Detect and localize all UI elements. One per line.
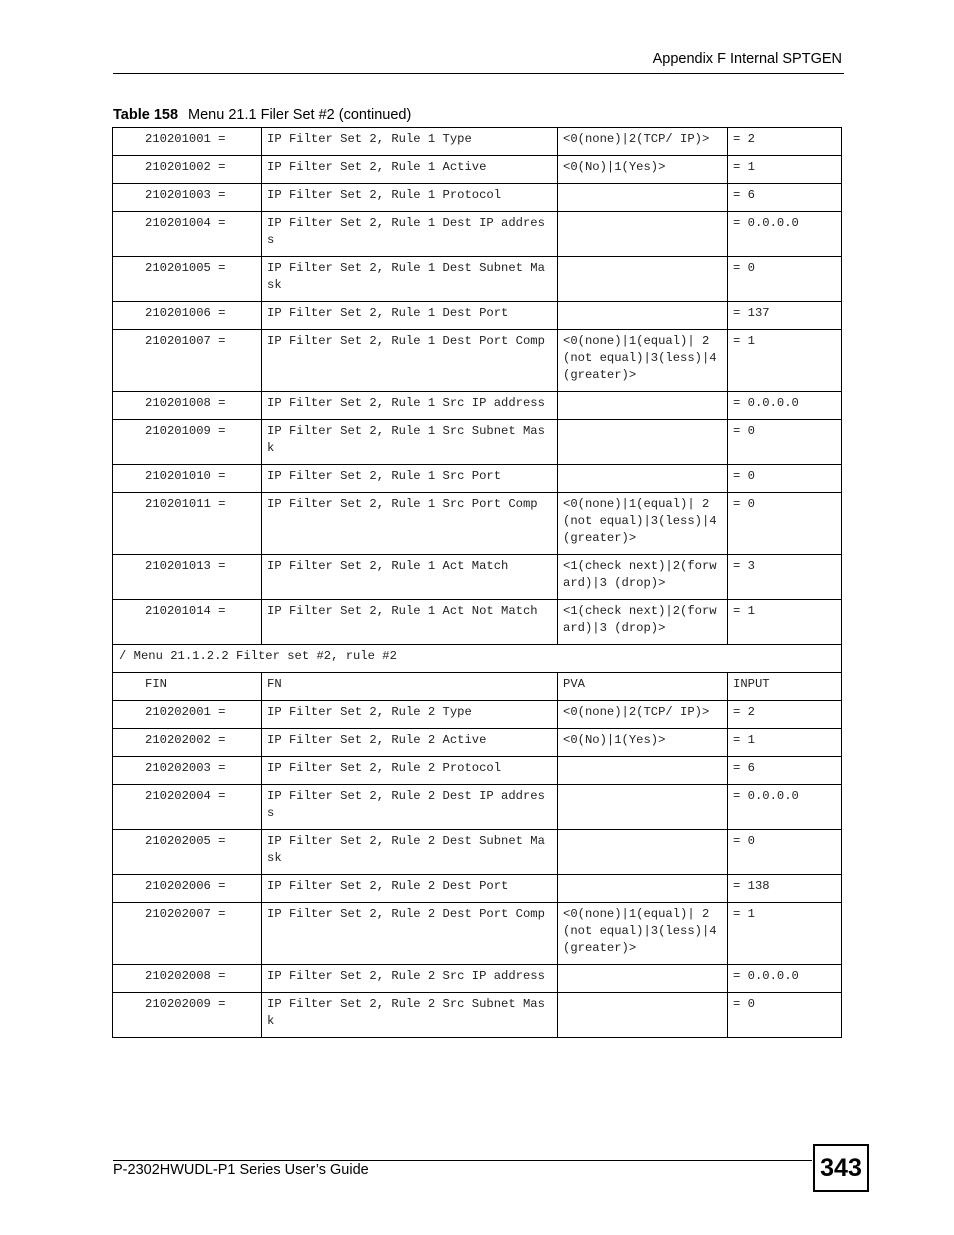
pva-cell [558,257,728,302]
input-cell: = 2 [728,128,842,156]
pva-cell [558,785,728,830]
table-caption [113,107,411,123]
input-cell: = 1 [728,729,842,757]
fin-cell: 210201011 = [113,493,262,555]
running-header: Appendix F Internal SPTGEN [652,51,842,67]
input-cell: = 0 [728,465,842,493]
input-cell: = 0 [728,493,842,555]
table-row [113,600,842,645]
fn-cell: IP Filter Set 2, Rule 2 Protocol [262,757,558,785]
table-caption-label: Table 158 [113,107,179,123]
fin-cell: 210201007 = [113,330,262,392]
fn-cell: IP Filter Set 2, Rule 1 Act Not Match [262,600,558,645]
input-cell: = 138 [728,875,842,903]
fn-cell: IP Filter Set 2, Rule 2 Src Subnet Mask [262,993,558,1038]
input-cell: = 0.0.0.0 [728,392,842,420]
fn-cell: IP Filter Set 2, Rule 1 Dest Port Comp [262,330,558,392]
pva-cell [558,392,728,420]
input-cell: = 0.0.0.0 [728,965,842,993]
pva-cell [558,465,728,493]
input-cell: = 6 [728,757,842,785]
fin-cell: 210201002 = [113,156,262,184]
pva-cell [558,420,728,465]
input-cell: = 2 [728,701,842,729]
input-cell: = 0 [728,257,842,302]
fin-cell: FIN [113,673,262,701]
fn-cell: FN [262,673,558,701]
fn-cell: IP Filter Set 2, Rule 2 Type [262,701,558,729]
input-cell: = 0 [728,830,842,875]
input-cell: = 1 [728,600,842,645]
table-row [113,184,842,212]
guide-title: P-2302HWUDL-P1 Series User’s Guide [113,1162,369,1178]
table-row [113,212,842,257]
fin-cell: 210201010 = [113,465,262,493]
pva-cell [558,757,728,785]
pva-cell [558,302,728,330]
pva-cell: <1(check next)|2(forward)|3 (drop)> [558,600,728,645]
fn-cell: IP Filter Set 2, Rule 1 Src IP address [262,392,558,420]
table-row [113,330,842,392]
fin-cell: 210202005 = [113,830,262,875]
input-cell: = 0 [728,993,842,1038]
table-row [113,993,842,1038]
fin-cell: 210202007 = [113,903,262,965]
table-row [113,555,842,600]
fin-cell: 210201008 = [113,392,262,420]
fin-cell: 210201006 = [113,302,262,330]
pva-cell: <0(none)|1(equal)| 2(not equal)|3(less)|4(greater)> [558,493,728,555]
table-row [113,493,842,555]
fn-cell: IP Filter Set 2, Rule 1 Protocol [262,184,558,212]
pva-cell [558,830,728,875]
fin-cell: 210201009 = [113,420,262,465]
parameter-table [112,127,842,1038]
pva-cell: PVA [558,673,728,701]
table-row [113,465,842,493]
input-cell: = 0 [728,420,842,465]
fin-cell: 210202009 = [113,993,262,1038]
fin-cell: 210201013 = [113,555,262,600]
pva-cell: <0(none)|2(TCP/ IP)> [558,128,728,156]
page-number: 343 [813,1144,869,1192]
section-label: / Menu 21.1.2.2 Filter set #2, rule #2 [113,645,842,673]
pva-cell: <0(No)|1(Yes)> [558,729,728,757]
fin-cell: 210202001 = [113,701,262,729]
table-caption-text: Menu 21.1 Filer Set #2 (continued) [188,107,412,123]
fn-cell: IP Filter Set 2, Rule 1 Active [262,156,558,184]
fin-cell: 210202002 = [113,729,262,757]
fin-cell: 210201004 = [113,212,262,257]
input-cell: = 1 [728,156,842,184]
table-row [113,729,842,757]
table-row [113,128,842,156]
pva-cell: <0(none)|2(TCP/ IP)> [558,701,728,729]
table-header-row [113,673,842,701]
fn-cell: IP Filter Set 2, Rule 2 Dest Port Comp [262,903,558,965]
input-cell: = 0.0.0.0 [728,212,842,257]
table-row [113,156,842,184]
input-cell: = 137 [728,302,842,330]
input-cell: INPUT [728,673,842,701]
input-cell: = 6 [728,184,842,212]
fn-cell: IP Filter Set 2, Rule 2 Dest Subnet Mask [262,830,558,875]
input-cell: = 3 [728,555,842,600]
fin-cell: 210202003 = [113,757,262,785]
table-row [113,830,842,875]
table-row [113,965,842,993]
fn-cell: IP Filter Set 2, Rule 1 Act Match [262,555,558,600]
section-row [113,645,842,673]
fn-cell: IP Filter Set 2, Rule 1 Type [262,128,558,156]
pva-cell: <0(none)|1(equal)| 2(not equal)|3(less)|4(greater)> [558,903,728,965]
pva-cell [558,212,728,257]
input-cell: = 1 [728,903,842,965]
fn-cell: IP Filter Set 2, Rule 2 Active [262,729,558,757]
fn-cell: IP Filter Set 2, Rule 1 Src Subnet Mask [262,420,558,465]
fin-cell: 210202004 = [113,785,262,830]
header-divider [113,73,844,74]
fn-cell: IP Filter Set 2, Rule 2 Src IP address [262,965,558,993]
fn-cell: IP Filter Set 2, Rule 1 Src Port Comp [262,493,558,555]
pva-cell [558,184,728,212]
fn-cell: IP Filter Set 2, Rule 1 Src Port [262,465,558,493]
table-row [113,257,842,302]
fin-cell: 210201001 = [113,128,262,156]
pva-cell [558,965,728,993]
table-row [113,701,842,729]
fn-cell: IP Filter Set 2, Rule 2 Dest Port [262,875,558,903]
table-row [113,903,842,965]
fin-cell: 210201014 = [113,600,262,645]
fn-cell: IP Filter Set 2, Rule 1 Dest Subnet Mask [262,257,558,302]
table-row [113,392,842,420]
fin-cell: 210202006 = [113,875,262,903]
table-row [113,875,842,903]
fn-cell: IP Filter Set 2, Rule 2 Dest IP address [262,785,558,830]
fn-cell: IP Filter Set 2, Rule 1 Dest IP address [262,212,558,257]
table-row [113,785,842,830]
input-cell: = 1 [728,330,842,392]
pva-cell [558,875,728,903]
table-row [113,420,842,465]
pva-cell: <0(none)|1(equal)| 2(not equal)|3(less)|4(greater)> [558,330,728,392]
footer-divider [113,1160,812,1161]
pva-cell [558,993,728,1038]
table-row [113,302,842,330]
fin-cell: 210201003 = [113,184,262,212]
pva-cell: <0(No)|1(Yes)> [558,156,728,184]
fin-cell: 210202008 = [113,965,262,993]
pva-cell: <1(check next)|2(forward)|3 (drop)> [558,555,728,600]
fn-cell: IP Filter Set 2, Rule 1 Dest Port [262,302,558,330]
table-row [113,757,842,785]
fin-cell: 210201005 = [113,257,262,302]
input-cell: = 0.0.0.0 [728,785,842,830]
